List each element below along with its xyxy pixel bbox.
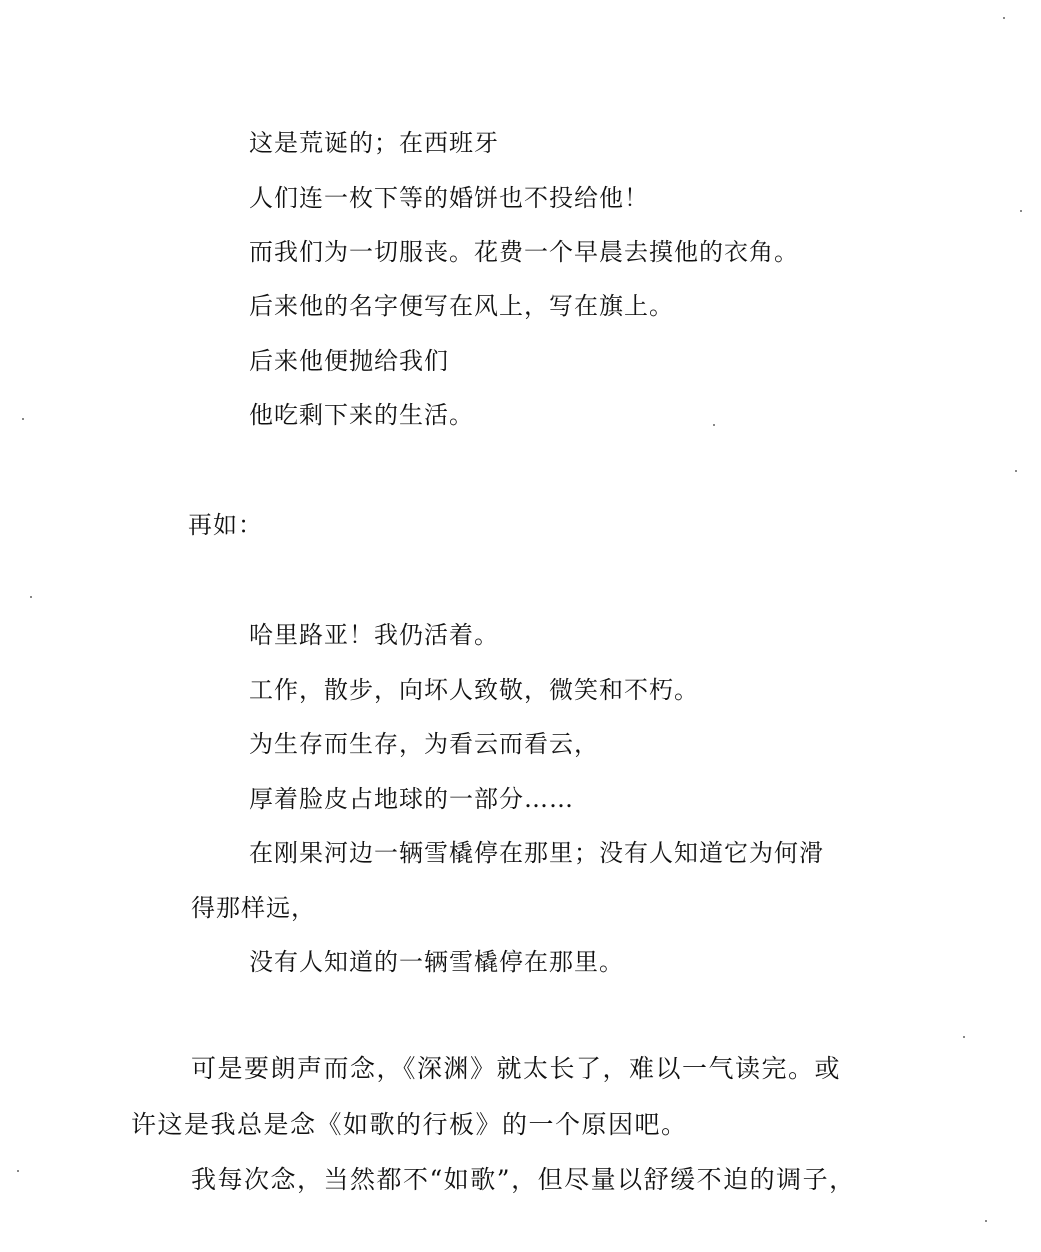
scan-speck (22, 418, 24, 420)
prose-line: 我每次念，当然都不“如歌”，但尽量以舒缓不迫的调子， (191, 1165, 856, 1194)
poem-two-line: 工作，散步，向坏人致敬，微笑和不朽。 (249, 676, 699, 704)
poem-one-line: 后来他便抛给我们 (249, 347, 449, 375)
scan-speck (985, 1220, 987, 1222)
poem-one-line: 他吃剩下来的生活。 (249, 401, 474, 429)
scan-speck (1015, 470, 1017, 472)
scan-speck (963, 1036, 965, 1038)
poem-two-line: 没有人知道的一辆雪橇停在那里。 (249, 948, 624, 976)
poem-two-line: 厚着脸皮占地球的一部分…… (249, 785, 574, 813)
poem-two-line: 得那样远， (191, 894, 316, 922)
scan-speck (17, 1170, 19, 1172)
prose-line: 许这是我总是念《如歌的行板》的一个原因吧。 (131, 1110, 688, 1139)
poem-one-line: 人们连一枚下等的婚饼也不投给他！ (249, 184, 649, 212)
poem-two-line: 在刚果河边一辆雪橇停在那里；没有人知道它为何滑 (249, 839, 824, 867)
poem-one-line: 后来他的名字便写在风上，写在旗上。 (249, 292, 674, 320)
scan-speck (1020, 210, 1022, 212)
poem-two-line: 为生存而生存，为看云而看云， (249, 730, 599, 758)
prose-line: 可是要朗声而念，《深渊》就太长了，难以一气读完。或 (191, 1054, 842, 1083)
poem-one-line: 这是荒诞的；在西班牙 (249, 129, 499, 157)
scan-speck (713, 424, 715, 426)
scan-speck (1003, 17, 1005, 19)
section-label: 再如： (188, 511, 263, 539)
scan-speck (30, 596, 32, 598)
poem-two-line: 哈里路亚！我仍活着。 (249, 621, 499, 649)
poem-one-line: 而我们为一切服丧。花费一个早晨去摸他的衣角。 (249, 238, 799, 266)
